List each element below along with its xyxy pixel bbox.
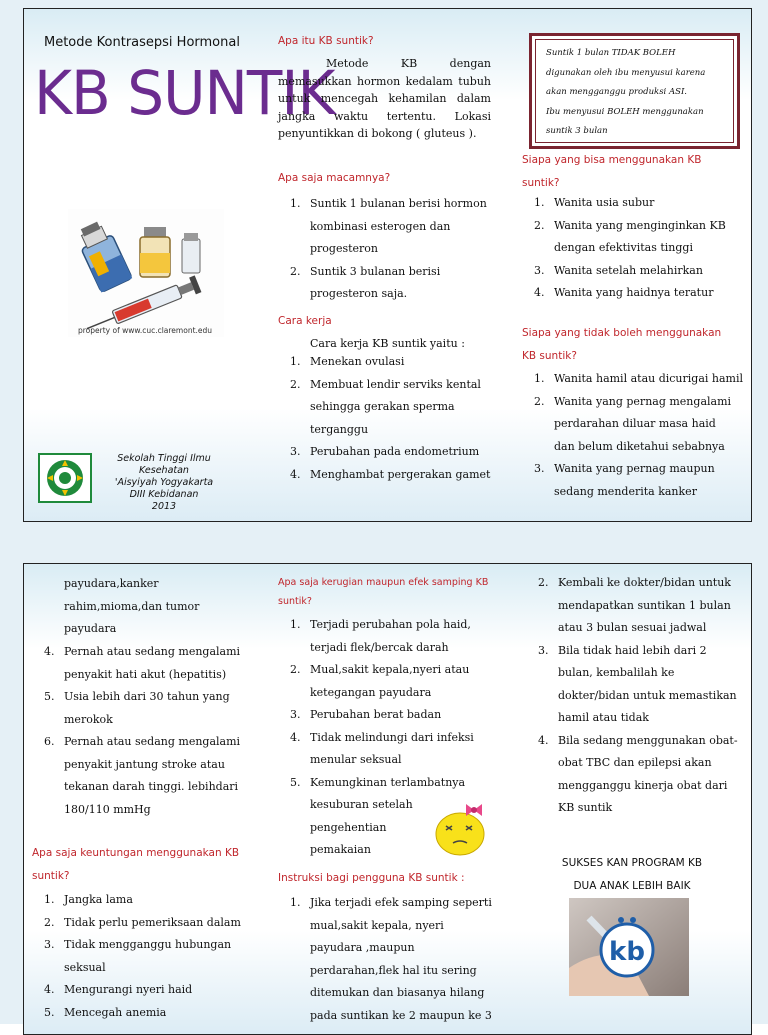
list-line: atau 3 bulan sesuai jadwal [558, 621, 707, 634]
list-number: 1. [290, 197, 301, 210]
benefit-item [32, 889, 252, 912]
list-line: sedang menderita kanker [554, 484, 697, 498]
benefit-item [32, 1002, 252, 1025]
benefit-item [32, 912, 252, 935]
who-cannot-item [522, 458, 744, 503]
list-line: Wanita yang menginginkan KB [554, 218, 726, 232]
small-vial-icon [182, 239, 200, 273]
list-number: 5. [44, 690, 55, 703]
list-line: Bila tidak haid lebih dari 2 [558, 643, 707, 657]
list-line: mual,sakit kepala, nyeri [310, 918, 444, 932]
list-line: Bila sedang menggunakan obat- [558, 733, 738, 747]
list-number: 3. [534, 263, 545, 277]
who-can-item [522, 282, 744, 305]
heading-benefits: Apa saja keuntungan menggunakan KB suntik? [32, 847, 240, 882]
list-number: 2. [534, 218, 545, 232]
list-line: progesteron [310, 242, 379, 255]
slogan-line-2: DUA ANAK LEBIH BAIK [573, 880, 691, 892]
side-effect-item [278, 614, 493, 659]
kb-logo-text: kb [609, 937, 645, 967]
list-line: merokok [64, 712, 113, 726]
image-caption: property of www.cuc.claremont.edu [78, 326, 213, 335]
list-number: 6. [44, 735, 55, 748]
list-line: Perubahan pada endometrium [310, 445, 480, 458]
list-line: penyakit hati akut (hepatitis) [64, 667, 227, 681]
instruction-item [526, 572, 738, 640]
list-number: 3. [290, 708, 301, 721]
list-line: hamil atau tidak [558, 711, 649, 724]
school-name-2: 'Aisyiyah Yogyakarta [114, 477, 214, 488]
list-number: 2. [534, 394, 545, 408]
mechanism-item [278, 464, 498, 487]
brochure-page-2 [23, 563, 752, 1035]
list-line: pengehentian [310, 820, 387, 834]
slogan-line-1: SUKSES KAN PROGRAM KB [561, 857, 703, 869]
continued-line: payudara [64, 622, 117, 635]
list-line: Menekan ovulasi [310, 355, 405, 368]
warning-line: Ibu menyusui BOLEH menggunakan [546, 106, 704, 117]
list-line: progesteron saja. [310, 287, 408, 300]
list-line: perdarahan,flek hal itu sering [310, 963, 477, 977]
list-line: Jika terjadi efek samping seperti [310, 896, 492, 909]
list-number: 3. [538, 643, 549, 657]
list-line: 180/110 mmHg [64, 802, 151, 816]
heading-side-effects: Apa saja kerugian maupun efek samping KB suntik? [278, 577, 489, 607]
list-number: 1. [290, 896, 301, 909]
list-line: bulan, kembalilah ke [558, 666, 675, 679]
who-can-item [522, 192, 744, 215]
list-number: 1. [534, 196, 545, 209]
mechanism-intro: Cara kerja KB suntik yaitu : [310, 337, 465, 350]
mechanism-item [278, 374, 498, 442]
list-line: ditemukan dan biasanya hilang [310, 986, 485, 999]
who-cannot-item [522, 368, 744, 391]
list-line: Tidak mengganggu hubungan [64, 938, 232, 951]
list-number: 4. [534, 286, 545, 299]
who-cannot-list [522, 368, 744, 503]
mechanism-item [278, 441, 498, 464]
list-number: 5. [290, 775, 301, 789]
list-number: 4. [538, 733, 549, 747]
school-year: 2013 [151, 501, 177, 512]
benefits-list [32, 889, 252, 1024]
warning-box [529, 33, 740, 149]
list-number: 3. [290, 445, 301, 458]
who-cannot-item [32, 731, 246, 821]
type-item [278, 193, 498, 261]
list-number: 2. [290, 264, 301, 278]
list-line: Jangka lama [64, 893, 133, 906]
list-number: 2. [538, 576, 549, 589]
heading-how-it-works: Cara kerja [278, 315, 332, 327]
heading-what-is: Apa itu KB suntik? [278, 35, 374, 47]
list-number: 1. [44, 893, 55, 906]
list-number: 2. [290, 663, 301, 676]
list-number: 4. [44, 983, 55, 996]
warning-box-text [546, 44, 705, 142]
who-cannot-item [522, 391, 744, 459]
mechanism-list [278, 351, 498, 486]
list-line: terganggu [310, 422, 369, 436]
instruction-item [526, 640, 738, 730]
side-effect-item [278, 727, 493, 772]
list-line: tekanan darah tinggi. lebihdari [64, 780, 239, 793]
list-line: Mual,sakit kepala,nyeri atau [310, 663, 470, 676]
more-cannot-list [32, 641, 246, 821]
list-line: menular seksual [310, 753, 402, 766]
list-number: 2. [290, 377, 301, 391]
bottle-icon [140, 227, 170, 277]
list-line: Wanita hamil atau dicurigai hamil [554, 372, 744, 385]
list-number: 1. [290, 355, 301, 368]
heading-who-cannot: Siapa yang tidak boleh menggunakan KB suntik? [522, 327, 722, 362]
instruction-item [526, 730, 738, 820]
side-effect-item [278, 704, 493, 727]
list-line: terjadi flek/bercak darah [310, 640, 449, 654]
list-line: obat TBC dan epilepsi akan [558, 756, 712, 769]
warning-line: akan mengganggu produksi ASI. [546, 87, 688, 97]
list-line: Wanita yang pernag mengalami [554, 394, 732, 408]
who-cannot-item [32, 641, 246, 686]
instructions-continued-list [526, 572, 738, 820]
instruction-item [278, 892, 493, 1027]
list-line: Terjadi perubahan pola haid, [310, 618, 471, 631]
list-line: perdarahan diluar masa haid [554, 417, 716, 430]
warning-line: Suntik 1 bulan TIDAK BOLEH [546, 48, 676, 58]
list-number: 3. [44, 938, 55, 951]
injection-illustration [68, 209, 224, 337]
list-line: penyakit jantung stroke atau [64, 757, 225, 771]
definition-text: Metode KB dengan memasukkan hormon kedalam tubuh untuk mencegah kehamilan dalam jangka waktu tertentu. Lokasi penyuntikkan di bokong ( gluteus ). [278, 57, 491, 140]
warning-line: digunakan oleh ibu menyusui karena [546, 67, 706, 78]
who-can-item [522, 215, 744, 260]
list-line: Perubahan berat badan [310, 708, 442, 721]
list-number: 1. [290, 618, 301, 631]
list-line: dokter/bidan untuk memastikan [558, 688, 737, 702]
list-line: Usia lebih dari 30 tahun yang [64, 690, 230, 703]
brochure-page-1 [23, 8, 752, 522]
mechanism-item [278, 351, 498, 374]
list-line: Pernah atau sedang mengalami [64, 645, 241, 658]
list-line: Wanita usia subur [554, 196, 655, 209]
who-can-list [522, 192, 744, 305]
list-number: 2. [44, 915, 55, 929]
list-line: Pernah atau sedang mengalami [64, 735, 241, 748]
smiley-bow-icon [434, 800, 490, 858]
list-line: mendapatkan suntikan 1 bulan [558, 598, 731, 612]
side-effect-item [278, 659, 493, 704]
kb-logo-photo [569, 898, 689, 996]
list-line: ketegangan payudara [310, 685, 432, 699]
list-number: 5. [44, 1005, 55, 1019]
benefit-item [32, 934, 252, 979]
types-list [278, 193, 498, 306]
list-line: dan belum diketahui sebabnya [554, 439, 725, 453]
list-line: sehingga gerakan sperma [310, 400, 455, 413]
list-line: Tidak perlu pemeriksaan dalam [64, 915, 241, 929]
list-line: dengan efektivitas tinggi [554, 241, 693, 254]
continued-line: payudara,kanker [64, 577, 159, 590]
list-line: Suntik 3 bulanan berisi [310, 264, 441, 278]
list-number: 4. [290, 467, 301, 481]
heading-types: Apa saja macamnya? [278, 172, 391, 184]
type-item [278, 261, 498, 306]
list-line: Mengurangi nyeri haid [64, 983, 193, 996]
list-number: 4. [290, 730, 301, 744]
list-line: KB suntik [558, 801, 613, 814]
heading-who-can: Siapa yang bisa menggunakan KB suntik? [522, 154, 702, 189]
list-line: Mencegah anemia [64, 1005, 167, 1019]
list-line: Wanita setelah melahirkan [554, 263, 703, 277]
list-line: Menghambat pergerakan gamet [310, 467, 491, 481]
list-number: 1. [534, 372, 545, 385]
list-line: Tidak melindungi dari infeksi [310, 730, 474, 744]
list-line: kombinasi esterogen dan [310, 219, 451, 233]
list-line: Wanita yang pernag maupun [554, 462, 715, 475]
list-line: Kembali ke dokter/bidan untuk [558, 576, 731, 589]
list-line: Wanita yang haidnya teratur [554, 286, 714, 299]
program-name: DIII Kebidanan [129, 489, 199, 500]
heading-instructions: Instruksi bagi pengguna KB suntik : [278, 872, 465, 884]
who-can-item [522, 260, 744, 283]
school-logo-icon [38, 453, 92, 503]
school-name: Sekolah Tinggi Ilmu Kesehatan [117, 453, 211, 476]
list-line: kesuburan setelah [310, 798, 413, 811]
who-cannot-continued [64, 573, 240, 641]
list-line: Kemungkinan terlambatnya [310, 775, 466, 789]
list-line: seksual [64, 960, 106, 974]
who-cannot-item [32, 686, 246, 731]
warning-line: suntik 3 bulan [546, 126, 608, 136]
list-line: Suntik 1 bulanan berisi hormon [310, 197, 487, 210]
instructions-list [278, 892, 493, 1027]
list-line: Membuat lendir serviks kental [310, 377, 481, 391]
main-title: KB SUNTIK [34, 57, 335, 129]
list-number: 3. [534, 462, 545, 475]
subtitle: Metode Kontrasepsi Hormonal [44, 35, 240, 50]
school-block [94, 453, 234, 513]
list-line: mengganggu kinerja obat dari [558, 778, 728, 792]
list-line: pada suntikan ke 2 maupun ke 3 [310, 1008, 492, 1022]
list-line: pemakaian [310, 843, 371, 856]
list-number: 4. [44, 645, 55, 658]
slogan-block [526, 852, 738, 898]
continued-line: rahim,mioma,dan tumor [64, 599, 200, 613]
benefit-item [32, 979, 252, 1002]
list-line: payudara ,maupun [310, 941, 415, 954]
